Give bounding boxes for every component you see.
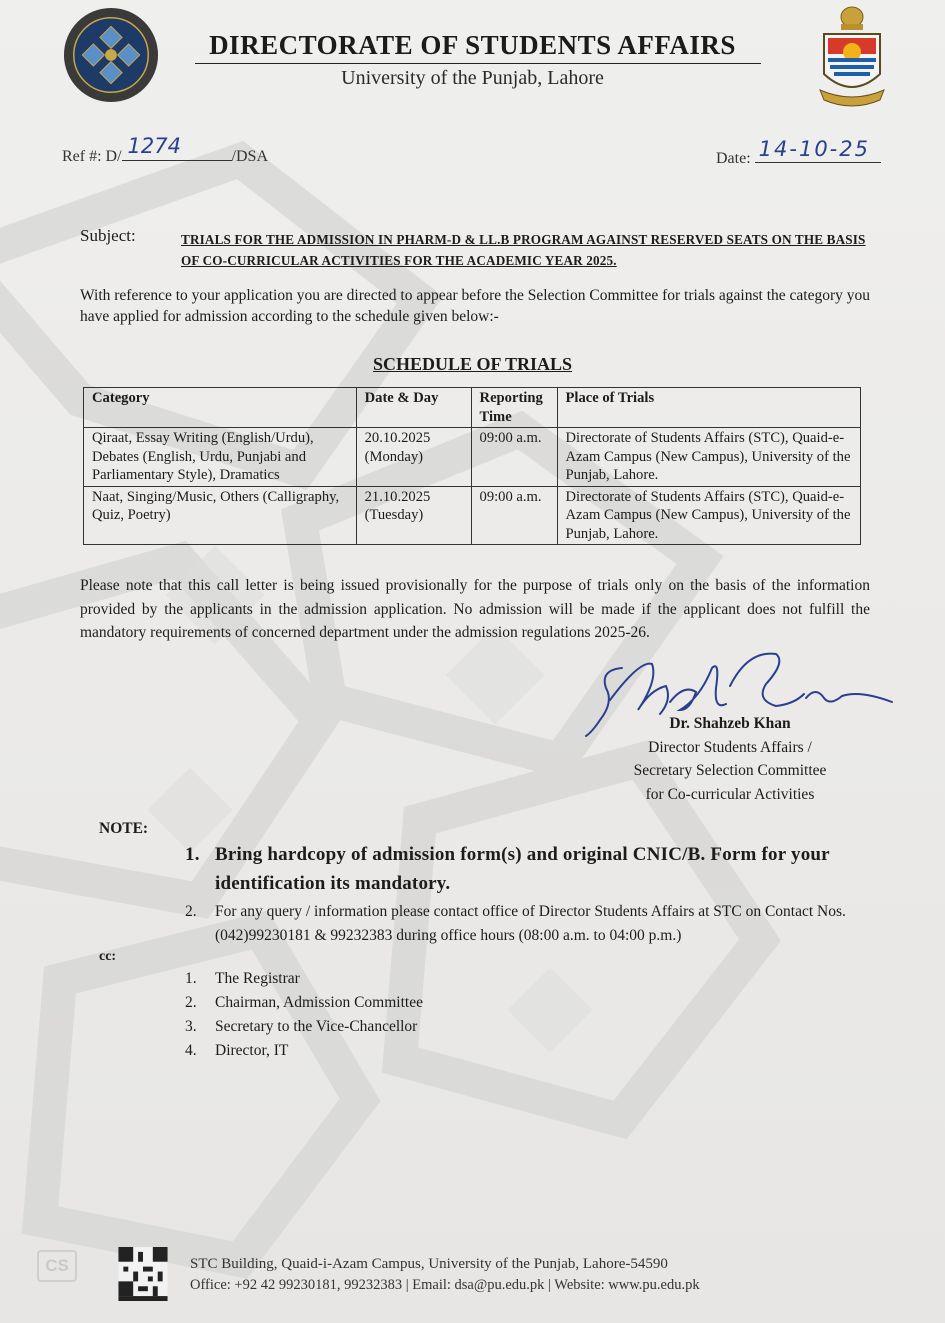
- cell-category: Naat, Singing/Music, Others (Calligraphy, Quiz, Poetry): [84, 486, 357, 545]
- cell-day: (Tuesday): [364, 507, 424, 523]
- signatory-name: Dr. Shahzeb Khan: [669, 715, 791, 732]
- reference-number: [62, 134, 268, 166]
- cell-category: Qiraat, Essay Writing (English/Urdu), Debates (English, Urdu, Punjabi and Parliamentary Style), Dramatics: [84, 428, 357, 487]
- scanner-badge: CS: [37, 1250, 77, 1282]
- cc-text: The Registrar: [215, 970, 300, 987]
- list-item: [185, 900, 865, 948]
- cc-number: 4.: [185, 1042, 197, 1059]
- note-number: 2.: [185, 903, 197, 920]
- cell-date: 20.10.2025: [364, 430, 431, 446]
- header-reporting-time: Reporting Time: [471, 388, 557, 428]
- cc-text: Director, IT: [215, 1042, 289, 1059]
- schedule-table: [83, 387, 861, 545]
- schedule-title: SCHEDULE OF TRIALS: [372, 354, 573, 374]
- cc-text: Secretary to the Vice-Chancellor: [215, 1018, 418, 1035]
- notice-paragraph: Please note that this call letter is being issued provisionally for the purpose of trials only on the basis of the information provided by the applicants in the admission application. No admission will be made if the applicant does not fulfill the mandatory requirements of concerned department under the admission regulations 2025-26.: [80, 577, 870, 641]
- ref-number-handwritten: 1274: [127, 134, 181, 158]
- list-item: [185, 1015, 423, 1039]
- table-row: [84, 486, 861, 545]
- header-place: Place of Trials: [557, 388, 860, 428]
- cc-number: 1.: [185, 970, 197, 987]
- header-category: Category: [84, 388, 357, 428]
- ref-number-line: [122, 134, 232, 161]
- cell-time: 09:00 a.m.: [471, 486, 557, 545]
- cc-text: Chairman, Admission Committee: [215, 994, 423, 1011]
- cell-date-day: [356, 486, 471, 545]
- cc-label: cc:: [99, 949, 117, 964]
- note-number: 1.: [185, 844, 200, 865]
- note-text: Bring hardcopy of admission form(s) and original CNIC/B. Form for your identification its mandatory.: [215, 844, 830, 894]
- list-item: [185, 1039, 423, 1063]
- signatory-title-2: Secretary Selection Committee: [633, 762, 827, 779]
- list-item: [185, 840, 865, 898]
- letterhead-title: DIRECTORATE OF STUDENTS AFFAIRS: [209, 30, 736, 60]
- subject-text: TRIALS FOR THE ADMISSION IN PHARM-D & LL.B PROGRAM AGAINST RESERVED SEATS ON THE BASIS OF CO-CURRICULAR ACTIVITIES FOR THE ACADEMIC YEAR 2025.: [181, 232, 866, 268]
- footer-address: STC Building, Quaid-i-Azam Campus, University of the Punjab, Lahore-54590: [190, 1256, 668, 1272]
- cell-date: 21.10.2025: [364, 488, 431, 505]
- title-divider: [195, 63, 761, 64]
- cell-day: (Monday): [364, 448, 423, 465]
- cell-place: Directorate of Students Affairs (STC), Quaid-e-Azam Campus (New Campus), University of the Punjab, Lahore.: [557, 428, 860, 487]
- intro-paragraph: With reference to your application you are directed to appear before the Selection Committee for trials against the category you have applied for admission according to the schedule given below:-: [80, 287, 870, 325]
- subject-label: Subject:: [80, 226, 136, 245]
- signatory-title-3: for Co-curricular Activities: [645, 785, 815, 803]
- ref-suffix: /DSA: [231, 148, 268, 165]
- qr-code-icon: [118, 1247, 168, 1301]
- signatory-block: [590, 712, 870, 806]
- cell-place: Directorate of Students Affairs (STC), Quaid-e-Azam Campus (New Campus), University of the Punjab, Lahore.: [557, 486, 860, 545]
- footer-contact: Office: +92 42 99230181, 99232383 | Email: dsa@pu.edu.pk | Website: www.pu.edu.pk: [190, 1277, 700, 1293]
- signatory-title-1: Director Students Affairs /: [648, 738, 812, 756]
- table-header-row: [84, 388, 861, 428]
- letter-date: [716, 137, 881, 168]
- cc-number: 3.: [185, 1018, 197, 1035]
- cc-list: [185, 967, 423, 1063]
- table-row: [84, 428, 861, 487]
- note-label: NOTE:: [99, 820, 149, 837]
- cc-number: 2.: [185, 994, 197, 1011]
- date-handwritten: 14-10-25: [758, 137, 870, 161]
- date-line: [755, 137, 881, 163]
- cell-date-day: [356, 428, 471, 487]
- ref-prefix: Ref #: D/: [62, 148, 122, 165]
- note-list: [185, 840, 865, 948]
- cell-time: 09:00 a.m.: [471, 428, 557, 487]
- header-date-day: Date & Day: [356, 388, 471, 428]
- list-item: [185, 967, 423, 991]
- list-item: [185, 991, 423, 1015]
- letterhead-subtitle: University of the Punjab, Lahore: [341, 67, 604, 89]
- date-label: Date:: [716, 150, 751, 167]
- note-text: For any query / information please contact office of Director Students Affairs at STC on Contact Nos. (042)99230181 & 99232383 during office hours (08:00 a.m. to 04:00 p.m.): [215, 903, 846, 944]
